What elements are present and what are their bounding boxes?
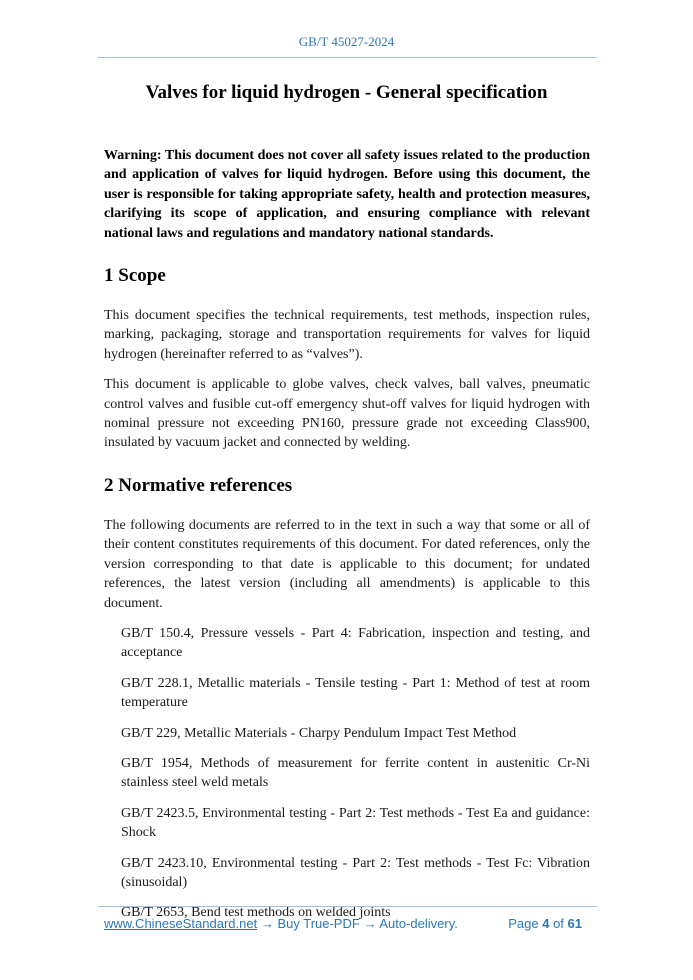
- normative-references-intro: The following documents are referred to in the text in such a way that some or all of their content constitutes requirements of this document. For dated references, only the version corresponding to that date is applicable to this document; for undated references, the latest version (including all amendments) is applicable to this document.: [104, 517, 590, 611]
- website-link[interactable]: www.ChineseStandard.net: [104, 916, 258, 931]
- reference-item: GB/T 1954, Methods of measurement for ferrite content in austenitic Cr-Ni stainless steel weld metals: [121, 755, 590, 791]
- reference-item: GB/T 150.4, Pressure vessels - Part 4: Fabrication, inspection and testing, and acceptance: [121, 625, 590, 661]
- section-heading-scope: 1 Scope: [104, 265, 166, 287]
- page-label: Page: [508, 916, 539, 931]
- page-footer: [104, 916, 582, 931]
- document-code-header: GB/T 45027-2024: [298, 34, 395, 49]
- current-page-number: 4: [542, 916, 550, 931]
- header-divider: [98, 57, 597, 58]
- reference-item: GB/T 2423.5, Environmental testing - Part 2: Test methods - Test Ea and guidance: Shock: [121, 805, 590, 841]
- arrow-right-icon: →: [363, 916, 377, 931]
- total-pages-number: 61: [567, 916, 582, 931]
- reference-item: GB/T 2653, Bend test methods on welded joints: [121, 905, 391, 921]
- reference-list: [104, 624, 590, 923]
- reference-item: GB/T 2423.10, Environmental testing - Part 2: Test methods - Test Fc: Vibration (sinusoidal): [121, 855, 590, 890]
- auto-delivery-text: Auto-delivery.: [379, 916, 458, 931]
- buy-pdf-text: Buy True-PDF: [277, 916, 360, 931]
- scope-paragraph: This document is applicable to globe valves, check valves, ball valves, pneumatic control valves and fusible cut-off emergency shut-off valves for liquid hydrogen with nominal pressure not exceeding PN160, pressure grade not exceeding Class900, insulated by vacuum jacket and connected by welding.: [104, 377, 590, 451]
- arrow-right-icon: →: [260, 916, 274, 931]
- document-title: Valves for liquid hydrogen - General specification: [145, 82, 548, 103]
- warning-notice: Warning: This document does not cover all safety issues related to the production and application of valves for liquid hydrogen. Before using this document, the user is responsible for taking appropriate safety, health and protection measures, clarifying its scope of application, and ensuring compliance with relevant national laws and regulations and mandatory national standards.: [104, 148, 590, 241]
- footer-divider: [98, 906, 597, 907]
- document-body: [104, 146, 590, 923]
- of-label: of: [553, 916, 564, 931]
- section-heading-normative-references: 2 Normative references: [104, 474, 293, 496]
- reference-item: GB/T 229, Metallic Materials - Charpy Pendulum Impact Test Method: [121, 725, 517, 741]
- reference-item: GB/T 228.1, Metallic materials - Tensile testing - Part 1: Method of test at room temperature: [121, 675, 590, 711]
- scope-paragraph: This document specifies the technical requirements, test methods, inspection rules, marking, packaging, storage and transportation requirements for valves for liquid hydrogen (hereinafter referred to as “valves”).: [104, 308, 590, 362]
- page-indicator: [508, 916, 582, 931]
